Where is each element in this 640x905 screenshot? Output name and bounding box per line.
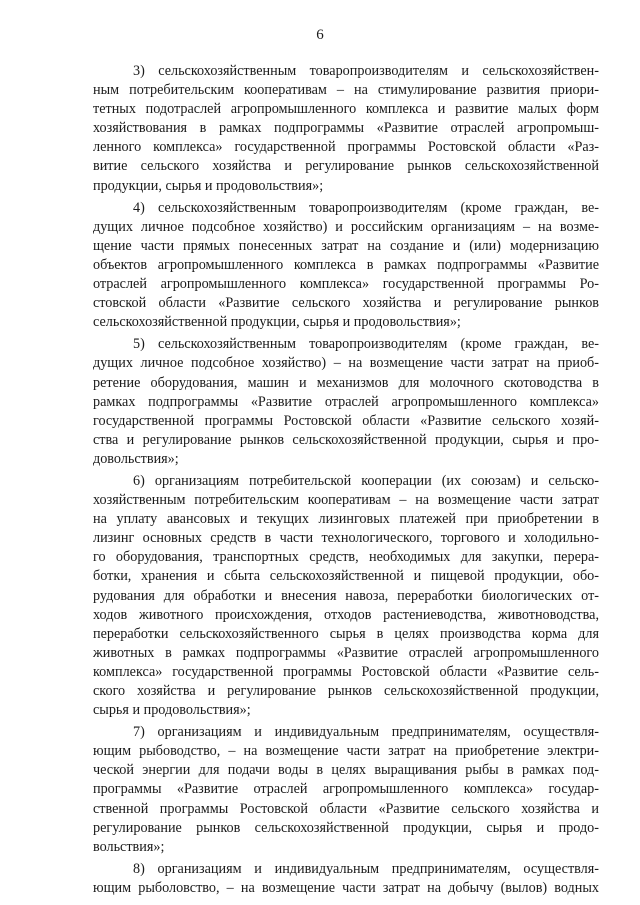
text-line: хозяйствования в рамках подпрограммы «Развитие отраслей агропромыш-	[93, 120, 599, 137]
text-line: вольствия»;	[93, 838, 165, 855]
text-line: рамках подпрограммы «Развитие отраслей агропромышленного комплекса»	[93, 393, 599, 410]
text-line: лизинг основных средств в части технологического, торгового и холодильно-	[93, 530, 599, 547]
paragraph-item-7	[93, 723, 599, 857]
text-line: 5) сельскохозяйственным товаропроизводителям (кроме граждан, ве-	[133, 336, 599, 353]
text-line: ным потребительским кооперативам – на стимулирование развития приори-	[93, 82, 599, 99]
text-line: дущих личное подсобное хозяйство) и российским организациям – на возме-	[93, 218, 599, 235]
document-body	[93, 62, 599, 901]
text-line: рудования для обработки и внесения навоза, переработки биологических от-	[93, 587, 599, 604]
page-number: 6	[316, 27, 324, 43]
text-line: ходов животного происхождения, отходов растениеводства, животноводства,	[93, 606, 599, 623]
text-line: животных в рамках подпрограммы «Развитие отраслей агропромышленного	[93, 644, 599, 661]
text-line: объектов агропромышленного комплекса в рамках подпрограммы «Развитие	[93, 256, 599, 273]
text-line: 7) организациям и индивидуальным предпринимателям, осуществля-	[133, 724, 599, 741]
text-line: ского хозяйства и регулирование рынков сельскохозяйственной продукции,	[93, 683, 599, 699]
text-line: ленного комплекса» государственной программы Ростовской области «Раз-	[93, 139, 599, 156]
text-line: довольствия»;	[93, 450, 179, 467]
text-line: ческой энергии для подачи воды в целях выращивания рыбы в рамках под-	[93, 762, 599, 779]
text-line: витие сельского хозяйства и регулирование рынков сельскохозяйственной	[93, 158, 599, 175]
paragraph-item-6	[93, 472, 599, 720]
text-line: 3) сельскохозяйственным товаропроизводителям и сельскохозяйствен-	[133, 63, 599, 79]
paragraph-item-5	[93, 335, 599, 469]
text-line: ющим рыбоводство, – на возмещение части затрат на приобретение электри-	[93, 743, 599, 760]
paragraph-item-8	[93, 860, 599, 898]
text-line: продукции, сырья и продовольствия»;	[93, 177, 324, 194]
paragraph-item-3	[93, 62, 599, 196]
text-line: ственной программы Ростовской области «Развитие сельского хозяйства и	[93, 800, 599, 817]
text-line: на уплату авансовых и текущих лизинговых платежей при приобретении в	[93, 511, 599, 528]
text-line: 4) сельскохозяйственным товаропроизводителям (кроме граждан, ве-	[133, 199, 599, 216]
text-line: государственной программы Ростовской области «Развитие сельского хозяй-	[93, 412, 599, 429]
text-line: программы «Развитие отраслей агропромышленного комплекса» государ-	[93, 781, 599, 798]
text-line: комплекса» государственной программы Ростовской области «Развитие сель-	[93, 663, 599, 680]
text-line: ботки, хранения и сбыта сельскохозяйственной и пищевой продукции, обо-	[93, 568, 599, 585]
text-line: 6) организациям потребительской кооперации (их союзам) и сельско-	[133, 472, 599, 489]
text-line: сырья и продовольствия»;	[93, 702, 251, 719]
text-line: дущих личное подсобное хозяйство) – на возмещение части затрат на приоб-	[93, 355, 599, 372]
text-line: ющим рыболовство, – на возмещение части затрат на добычу (вылов) водных	[93, 879, 599, 896]
text-line: 8) организациям и индивидуальным предпринимателям, осуществля-	[133, 860, 599, 877]
text-line: щение части прямых понесенных затрат на создание и (или) модернизацию	[93, 237, 599, 254]
text-line: ретение оборудования, машин и механизмов для молочного скотоводства в	[93, 374, 599, 391]
text-line: ства и регулирование рынков сельскохозяйственной продукции, сырья и про-	[93, 431, 599, 448]
text-line: стовской области «Развитие сельского хозяйства и регулирование рынков	[93, 295, 599, 312]
text-line: тетных подотраслей агропромышленного комплекса и развитие малых форм	[93, 101, 599, 118]
text-line: регулирование рынков сельскохозяйственной продукции, сырья и продо-	[93, 819, 599, 836]
text-line: переработки сельскохозяйственного сырья в целях производства корма для	[93, 625, 599, 642]
text-line: отраслей агропромышленного комплекса» государственной программы Ро-	[93, 276, 599, 293]
text-line: го оборудования, транспортных средств, необходимых для закупки, перера-	[93, 549, 599, 566]
text-line: хозяйственным потребительским кооперативам – на возмещение части затрат	[93, 492, 599, 509]
paragraph-item-4	[93, 199, 599, 333]
text-line: сельскохозяйственной продукции, сырья и продовольствия»;	[93, 314, 461, 331]
